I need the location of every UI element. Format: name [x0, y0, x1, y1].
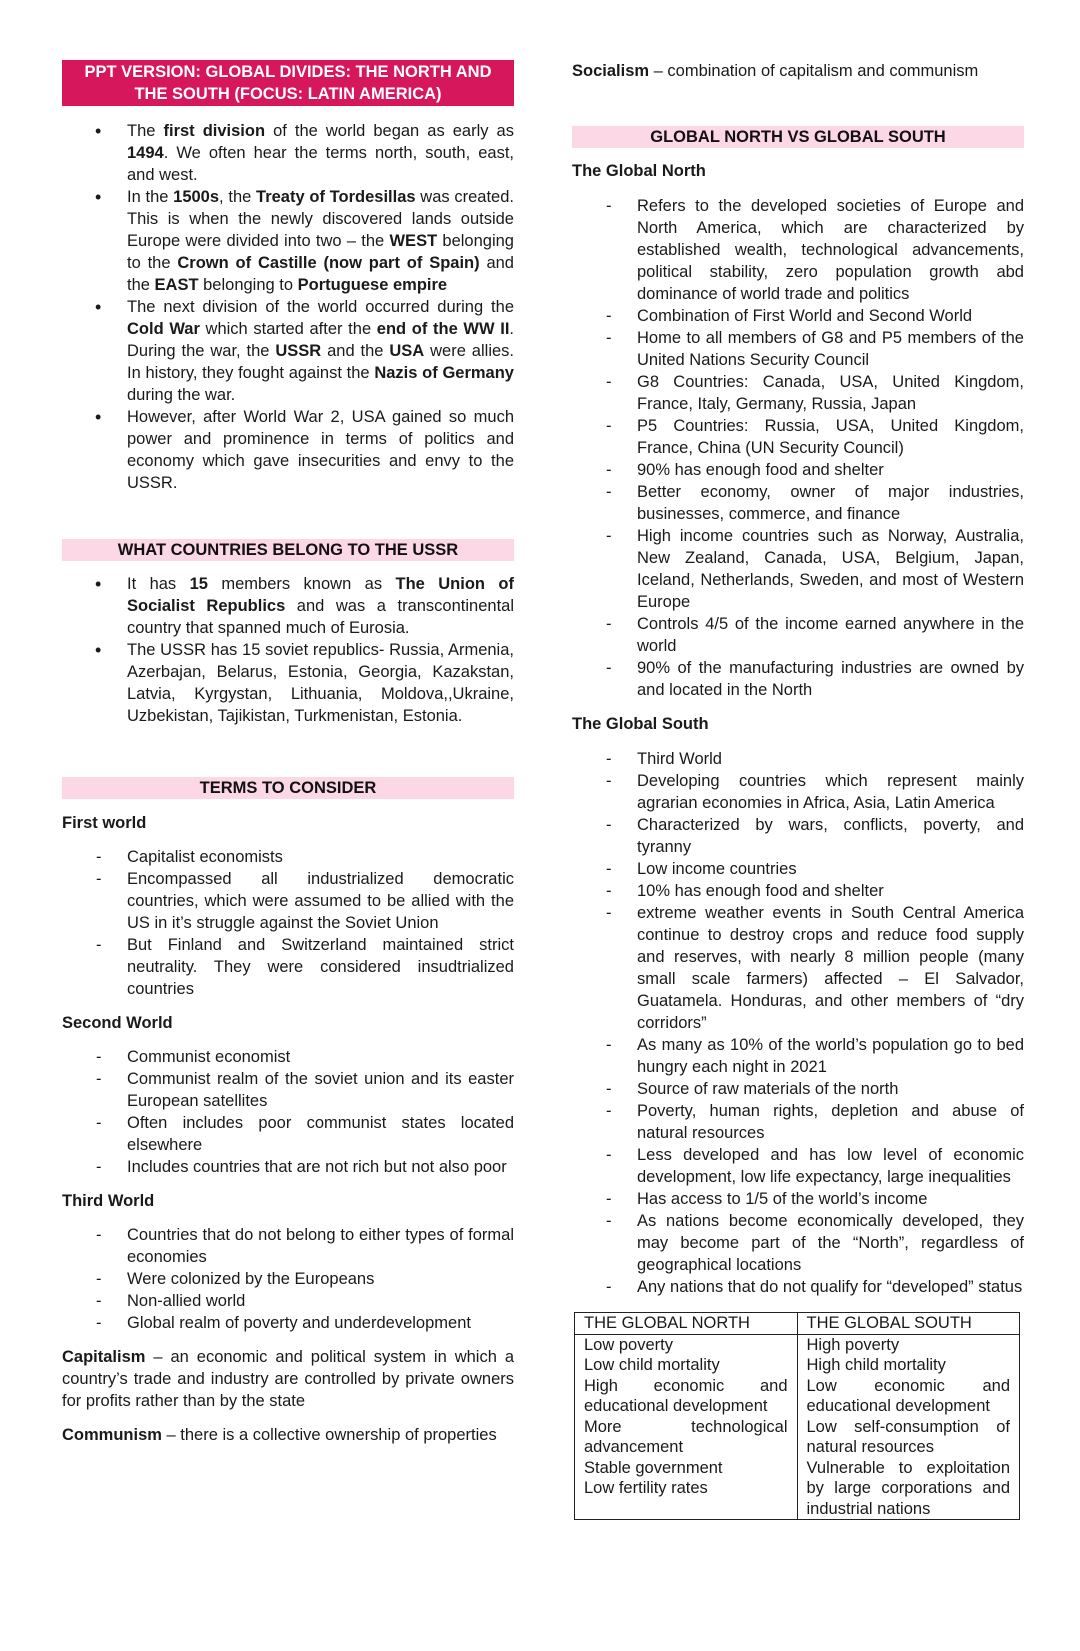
global-north-title: The Global North [572, 162, 706, 180]
second-world-list [62, 1046, 514, 1178]
list-item: - Were colonized by the Europeans [127, 1268, 514, 1290]
table-item: Stable government [584, 1458, 723, 1477]
table-item: High economic and educational development [584, 1376, 788, 1415]
list-item: • However, after World War 2, USA gained so much power and prominence in terms of politics and economy which gave insecurities and envy to the USSR. [127, 406, 514, 494]
list-item: - Controls 4/5 of the income earned anywhere in the world [637, 613, 1024, 657]
gnvs-heading: GLOBAL NORTH VS GLOBAL SOUTH [572, 126, 1024, 148]
list-item: - P5 Countries: Russia, USA, United Kingdom, France, China (UN Security Council) [637, 415, 1024, 459]
table-item: Low fertility rates [584, 1479, 708, 1497]
table-header-south: THE GLOBAL SOUTH [797, 1313, 1020, 1335]
list-item: - Communist economist [127, 1046, 514, 1068]
list-item: - As many as 10% of the world’s population go to bed hungry each night in 2021 [637, 1034, 1024, 1078]
table-item: Low child mortality [584, 1356, 720, 1374]
list-item: - Third World [637, 748, 1024, 770]
list-item: - Encompassed all industrialized democratic countries, which were assumed to be allied with the US in it’s struggle against the Soviet Union [127, 868, 514, 934]
page-title: PPT VERSION: GLOBAL DIVIDES: THE NORTH AND THE SOUTH (FOCUS: LATIN AMERICA) [62, 60, 514, 106]
list-item: - 10% has enough food and shelter [637, 880, 1024, 902]
list-item: • The USSR has 15 soviet republics- Russia, Armenia, Azerbajan, Belarus, Estonia, Georgia, Kazakstan, Latvia, Kyrgystan, Lithuania, Moldova,,Ukraine, Uzbekistan, Tajikistan, Turkmenistan, Estonia. [127, 639, 514, 727]
comparison-table [574, 1312, 1020, 1520]
global-south-list [572, 748, 1024, 1298]
ussr-list [62, 573, 514, 727]
table-item: Low self-consumption of natural resources [806, 1417, 1010, 1456]
list-item: • The next division of the world occurred during the Cold War which started after the end of the WW II. During the war, the USSR and the USA were allies. In history, they fought against the Nazis of Germany during the war. [127, 296, 514, 406]
list-item: • It has 15 members known as The Union of Socialist Republics and was a transcontinental country that spanned much of Eurosia. [127, 573, 514, 639]
list-item: - Countries that do not belong to either types of formal economies [127, 1224, 514, 1268]
list-item: - Refers to the developed societies of Europe and North America, which are characterized by established wealth, technological advancements, political stability, zero population growth abd dominance of world trade and politics [637, 195, 1024, 305]
list-item: - Developing countries which represent mainly agrarian economies in Africa, Asia, Latin America [637, 770, 1024, 814]
table-cell-north [575, 1334, 798, 1520]
list-item: • The first division of the world began as early as 1494. We often hear the terms north, south, east, and west. [127, 120, 514, 186]
table-item: More technological advancement [584, 1417, 788, 1456]
second-world-title: Second World [62, 1014, 173, 1032]
list-item: - Includes countries that are not rich but not also poor [127, 1156, 514, 1178]
list-item: - 90% of the manufacturing industries are owned by and located in the North [637, 657, 1024, 701]
list-item: - 90% has enough food and shelter [637, 459, 1024, 481]
table-item: Vulnerable to exploitation by large corporations and industrial nations [806, 1458, 1010, 1518]
list-item: - Often includes poor communist states located elsewhere [127, 1112, 514, 1156]
list-item: • In the 1500s, the Treaty of Tordesillas was created. This is when the newly discovered lands outside Europe were divided into two – the WEST belonging to the Crown of Castille (now part of Spain) and the EAST belonging to Portuguese empire [127, 186, 514, 296]
global-north-list [572, 195, 1024, 701]
list-item: - Communist realm of the soviet union and its easter European satellites [127, 1068, 514, 1112]
list-item: - Capitalist economists [127, 846, 514, 868]
ussr-heading: WHAT COUNTRIES BELONG TO THE USSR [62, 539, 514, 561]
list-item: - Better economy, owner of major industries, businesses, commerce, and finance [637, 481, 1024, 525]
list-item: - As nations become economically developed, they may become part of the “North”, regardless of geographical locations [637, 1210, 1024, 1276]
intro-list [62, 120, 514, 494]
list-item: - Less developed and has low level of economic development, low life expectancy, large inequalities [637, 1144, 1024, 1188]
right-column [572, 60, 1024, 1520]
list-item: - But Finland and Switzerland maintained strict neutrality. They were considered insudtrialized countries [127, 934, 514, 1000]
capitalism-definition: Capitalism – an economic and political system in which a country’s trade and industry are controlled by private owners for profits rather than by the state [62, 1348, 514, 1410]
list-item: - Global realm of poverty and underdevelopment [127, 1312, 514, 1334]
left-column [62, 60, 514, 1446]
global-south-title: The Global South [572, 715, 709, 733]
table-item: Low poverty [584, 1335, 673, 1354]
first-world-list [62, 846, 514, 1000]
list-item: - Non-allied world [127, 1290, 514, 1312]
list-item: - High income countries such as Norway, Australia, New Zealand, Canada, USA, Belgium, Japan, Iceland, Netherlands, Sweden, and most of Western Europe [637, 525, 1024, 613]
table-cell-south [797, 1334, 1020, 1520]
first-world-title: First world [62, 814, 147, 832]
list-item: - Characterized by wars, conflicts, poverty, and tyranny [637, 814, 1024, 858]
terms-heading: TERMS TO CONSIDER [62, 777, 514, 799]
communism-definition: Communism – there is a collective ownership of properties [62, 1426, 497, 1444]
third-world-title: Third World [62, 1192, 155, 1210]
list-item: - G8 Countries: Canada, USA, United Kingdom, France, Italy, Germany, Russia, Japan [637, 371, 1024, 415]
list-item: - Source of raw materials of the north [637, 1078, 1024, 1100]
table-item: High child mortality [806, 1356, 946, 1374]
list-item: - Low income countries [637, 858, 1024, 880]
list-item: - Has access to 1/5 of the world’s income [637, 1188, 1024, 1210]
table-header-north: THE GLOBAL NORTH [575, 1313, 798, 1335]
third-world-list [62, 1224, 514, 1334]
list-item: - extreme weather events in South Central America continue to destroy crops and reduce food supply and reserves, with nearly 8 million people (many small scale farmers) affected – El Salvador, Guatamela. Honduras, and other members of “dry corridors” [637, 902, 1024, 1034]
list-item: - Combination of First World and Second World [637, 305, 1024, 327]
table-item: Low economic and educational development [806, 1376, 1010, 1415]
list-item: - Poverty, human rights, depletion and abuse of natural resources [637, 1100, 1024, 1144]
socialism-definition: Socialism – combination of capitalism and communism [572, 62, 979, 80]
list-item: - Home to all members of G8 and P5 members of the United Nations Security Council [637, 327, 1024, 371]
list-item: - Any nations that do not qualify for “developed” status [637, 1276, 1024, 1298]
table-row [575, 1334, 1020, 1520]
table-item: High poverty [806, 1335, 900, 1354]
table-header-row [575, 1313, 1020, 1335]
